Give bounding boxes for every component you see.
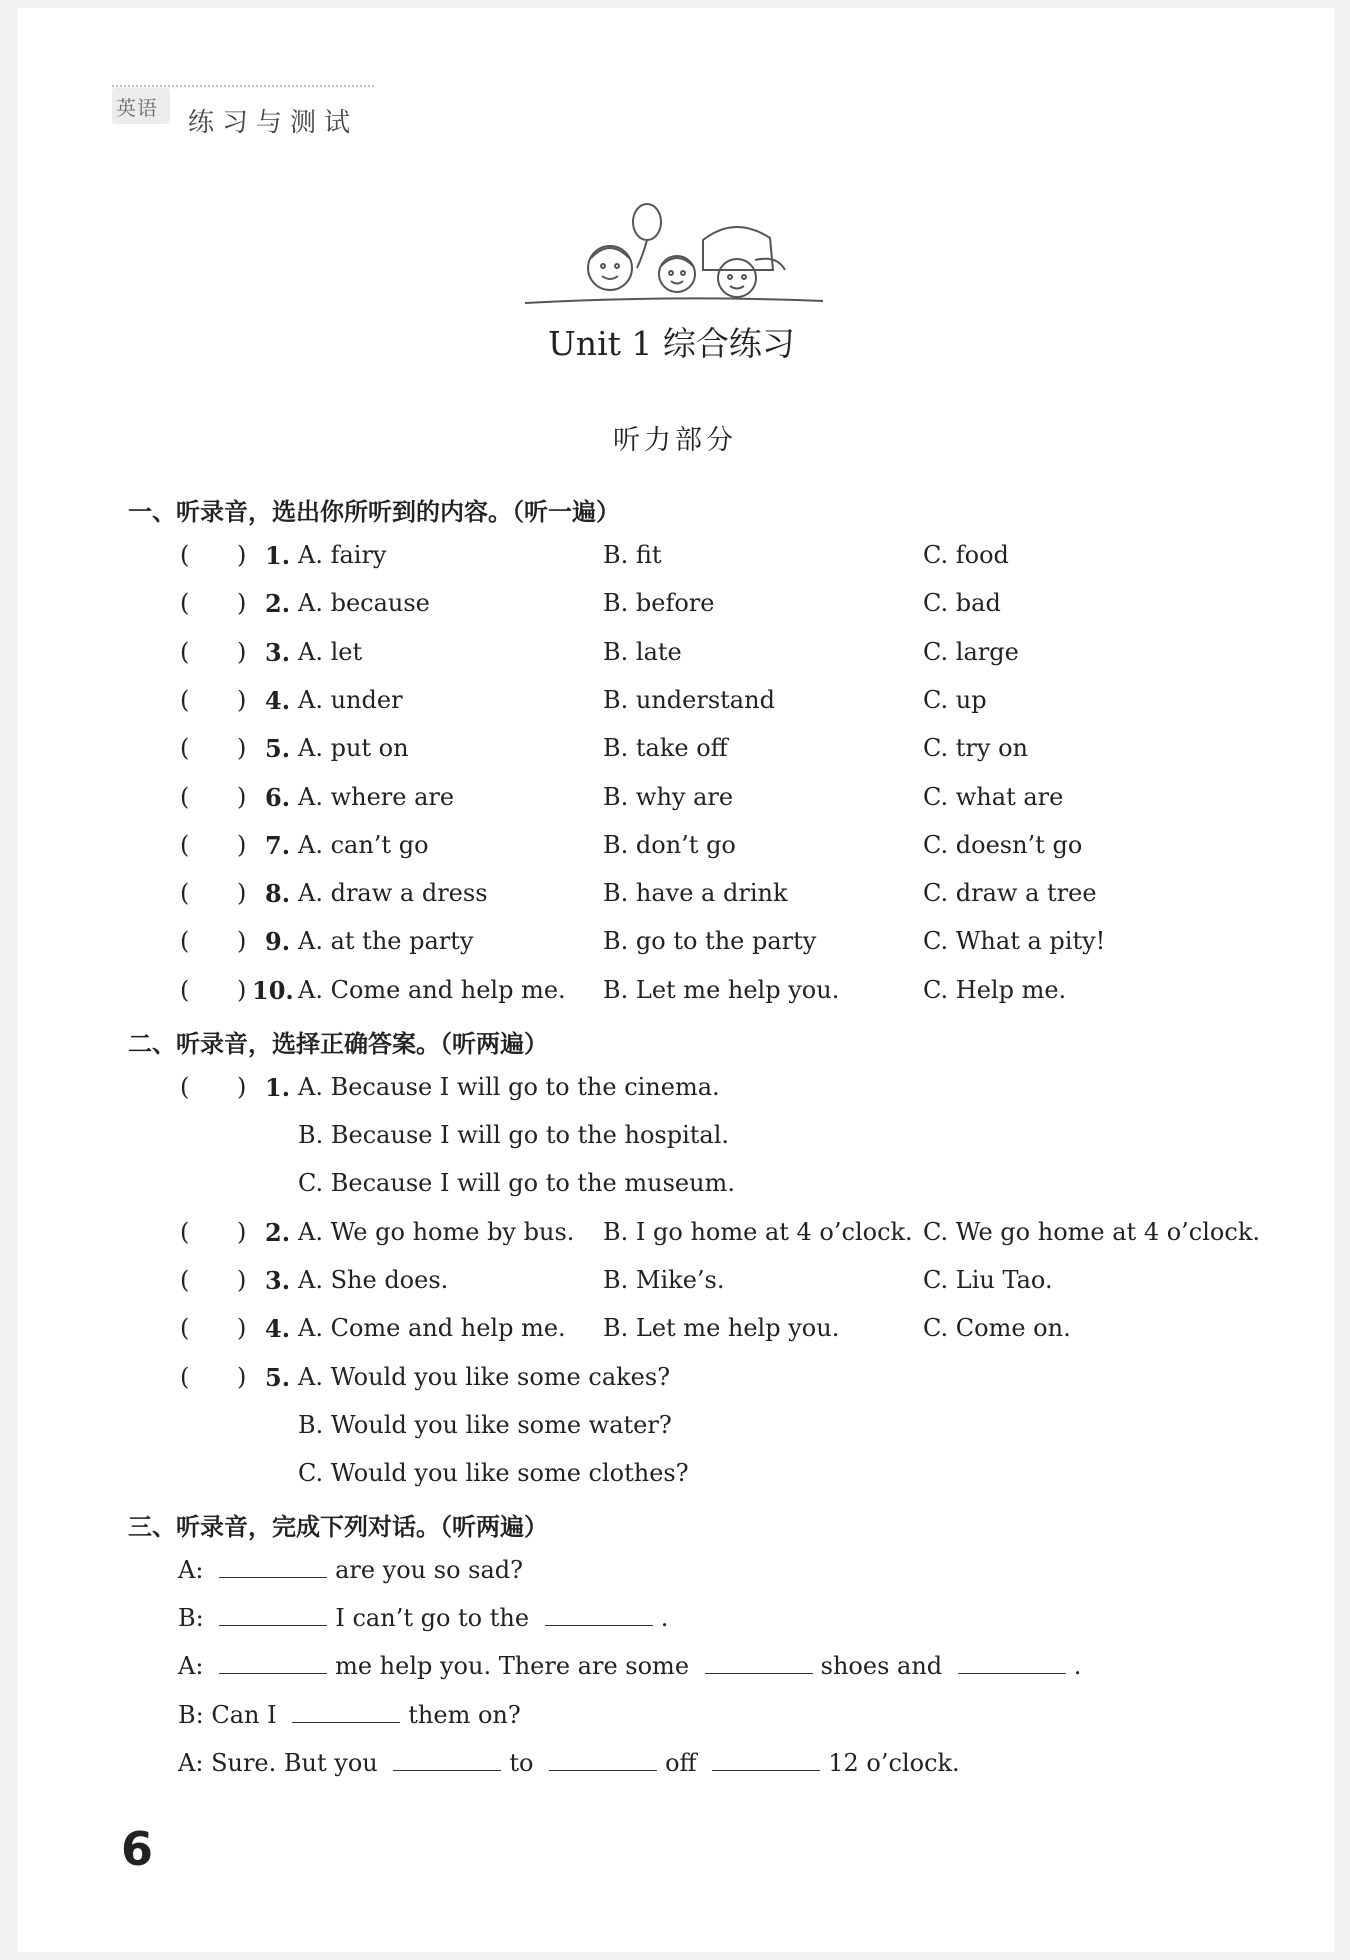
dialogue-line-1: [178, 1556, 523, 1584]
option-b: B. Would you like some water?: [298, 1411, 672, 1439]
question-number: 1.: [265, 1073, 291, 1102]
answer-paren-close: ): [237, 541, 247, 569]
line-text: .: [1073, 1652, 1082, 1680]
option-c: C. Liu Tao.: [923, 1266, 1053, 1294]
book-title: 练习与测试: [188, 108, 359, 138]
line-text: I can’t go to the: [335, 1604, 530, 1632]
answer-paren-open: (: [180, 1314, 190, 1342]
line-text: them on?: [408, 1701, 521, 1729]
answer-paren-close: ): [237, 1073, 247, 1101]
question-number: 2.: [265, 1218, 291, 1247]
part2-question-1: [0, 1073, 1350, 1113]
option-c: C. what are: [923, 782, 1064, 811]
option-c: C. What a pity!: [923, 927, 1106, 956]
part1-question-6: [0, 783, 1350, 823]
answer-paren-close: ): [237, 782, 247, 811]
question-number: 10.: [252, 975, 294, 1005]
answer-paren-open: (: [180, 637, 190, 666]
question-number: 8.: [265, 879, 291, 909]
line-text: me help you. There are some: [335, 1652, 690, 1680]
question-number: 3.: [265, 1266, 291, 1295]
option-b: B. fit: [603, 541, 662, 569]
option-b: B. Let me help you.: [603, 975, 840, 1004]
option-c: C. doesn’t go: [923, 830, 1083, 859]
option-c: C. Help me.: [923, 975, 1067, 1004]
answer-paren-close: ): [237, 1363, 247, 1391]
part2-question-5-c: [0, 1459, 1350, 1499]
part2-question-4: [0, 1314, 1350, 1354]
question-number: 4.: [265, 685, 291, 715]
part1-question-10: [0, 976, 1350, 1016]
option-b: B. late: [603, 637, 682, 666]
question-number: 1.: [265, 541, 291, 570]
hat-icon: [703, 227, 773, 270]
question-number: 2.: [265, 589, 291, 619]
option-b: B. take off: [603, 734, 728, 763]
line-text: Can I: [211, 1701, 277, 1729]
line-text: to: [509, 1749, 534, 1777]
line-text: 12 o’clock.: [828, 1749, 960, 1777]
fill-blank[interactable]: [219, 1625, 327, 1626]
answer-paren-close: ): [237, 1218, 247, 1246]
part1-question-9: [0, 927, 1350, 967]
part1-question-3: [0, 638, 1350, 678]
answer-paren-open: (: [180, 975, 190, 1004]
option-c: C. draw a tree: [923, 879, 1097, 908]
fill-blank[interactable]: [705, 1673, 813, 1674]
answer-paren-open: (: [180, 782, 190, 811]
part2-heading: 二、听录音，选择正确答案。（听两遍）: [128, 1030, 548, 1058]
answer-paren-close: ): [237, 927, 247, 956]
question-number: 5.: [265, 1363, 291, 1392]
option-a: A. draw a dress: [298, 879, 488, 908]
speaker: A:: [178, 1652, 204, 1680]
part1-question-8: [0, 879, 1350, 919]
speaker: A:: [178, 1556, 204, 1584]
answer-paren-open: (: [180, 1266, 190, 1294]
answer-paren-close: ): [237, 637, 247, 666]
part3-heading: 三、听录音，完成下列对话。（听两遍）: [128, 1513, 548, 1541]
line-text: Sure. But you: [211, 1749, 378, 1777]
answer-paren-close: ): [237, 879, 247, 908]
option-a: A. Come and help me.: [298, 975, 566, 1004]
part1-question-1: [0, 541, 1350, 581]
answer-paren-close: ): [237, 975, 247, 1004]
question-number: 3.: [265, 637, 291, 667]
subject-tag: 英语: [116, 96, 158, 120]
option-a: A. at the party: [298, 927, 474, 956]
part1-question-5: [0, 734, 1350, 774]
option-b: B. Because I will go to the hospital.: [298, 1121, 730, 1149]
dialogue-line-2: [178, 1604, 668, 1632]
balloon-icon: [633, 204, 661, 240]
answer-paren-close: ): [237, 685, 247, 714]
option-a: A. can’t go: [298, 830, 429, 859]
answer-paren-open: (: [180, 927, 190, 956]
option-c: C. bad: [923, 589, 1001, 618]
line-text: shoes and: [820, 1652, 943, 1680]
option-c: C. food: [923, 541, 1009, 569]
answer-paren-open: (: [180, 734, 190, 763]
question-number: 7.: [265, 830, 291, 860]
fill-blank[interactable]: [292, 1722, 400, 1723]
boy-face-icon: [588, 246, 632, 290]
answer-paren-close: ): [237, 830, 247, 859]
answer-paren-close: ): [237, 1314, 247, 1342]
option-b: B. Let me help you.: [603, 1314, 840, 1342]
part1-question-7: [0, 831, 1350, 871]
answer-paren-open: (: [180, 541, 190, 569]
answer-paren-open: (: [180, 1218, 190, 1246]
page-number: 6: [121, 1822, 154, 1876]
header-dotted-rule: [112, 85, 374, 87]
option-a: A. We go home by bus.: [298, 1218, 575, 1246]
answer-paren-open: (: [180, 1073, 190, 1101]
option-b: B. before: [603, 589, 715, 618]
option-b: B. don’t go: [603, 830, 736, 859]
answer-paren-close: ): [237, 589, 247, 618]
answer-paren-open: (: [180, 830, 190, 859]
fill-blank[interactable]: [958, 1673, 1066, 1674]
kid-face-icon: [718, 259, 756, 297]
option-a: A. Come and help me.: [298, 1314, 566, 1342]
fill-blank[interactable]: [393, 1770, 501, 1771]
option-b: B. go to the party: [603, 927, 817, 956]
line-text: off: [665, 1749, 697, 1777]
option-a: A. Would you like some cakes?: [298, 1363, 671, 1391]
question-number: 9.: [265, 927, 291, 957]
option-a: A. let: [298, 637, 363, 666]
fill-blank[interactable]: [219, 1673, 327, 1674]
option-c: C. up: [923, 685, 987, 714]
fill-blank[interactable]: [545, 1625, 653, 1626]
option-b: B. I go home at 4 o’clock.: [603, 1218, 913, 1246]
part1-question-2: [0, 589, 1350, 629]
option-a: A. She does.: [298, 1266, 449, 1294]
fill-blank[interactable]: [712, 1770, 820, 1771]
part2-question-5-b: [0, 1411, 1350, 1451]
dialogue-line-3: [178, 1652, 1081, 1680]
part1-question-4: [0, 686, 1350, 726]
option-c: C. We go home at 4 o’clock.: [923, 1218, 1260, 1246]
section-title: 听力部分: [613, 425, 737, 456]
question-number: 6.: [265, 782, 291, 812]
part2-question-2: [0, 1218, 1350, 1258]
option-a: A. where are: [298, 782, 455, 811]
part2-question-3: [0, 1266, 1350, 1306]
option-b: B. understand: [603, 685, 775, 714]
question-number: 4.: [265, 1314, 291, 1343]
kids-illustration: [525, 200, 825, 308]
part2-question-1-c: [0, 1169, 1350, 1209]
answer-paren-close: ): [237, 1266, 247, 1294]
fill-blank[interactable]: [219, 1577, 327, 1578]
part2-question-1-b: [0, 1121, 1350, 1161]
option-b: B. Mike’s.: [603, 1266, 725, 1294]
answer-paren-open: (: [180, 589, 190, 618]
option-c: C. large: [923, 637, 1019, 666]
dialogue-line-4: [178, 1701, 521, 1729]
option-a: A. put on: [298, 734, 409, 763]
speaker: B:: [178, 1604, 204, 1632]
speaker: A:: [178, 1749, 204, 1777]
question-number: 5.: [265, 734, 291, 764]
dialogue-line-5: [178, 1749, 960, 1777]
answer-paren-close: ): [237, 734, 247, 763]
fill-blank[interactable]: [549, 1770, 657, 1771]
girl-face-icon: [659, 256, 695, 292]
option-c: C. Come on.: [923, 1314, 1071, 1342]
line-text: .: [660, 1604, 669, 1632]
part1-heading: 一、听录音，选出你所听到的内容。（听一遍）: [128, 498, 620, 526]
speaker: B:: [178, 1701, 204, 1729]
answer-paren-open: (: [180, 879, 190, 908]
answer-paren-open: (: [180, 685, 190, 714]
option-c: C. Would you like some clothes?: [298, 1459, 689, 1487]
line-text: are you so sad?: [335, 1556, 524, 1584]
part2-question-5: [0, 1363, 1350, 1403]
option-a: A. because: [298, 589, 430, 618]
unit-title: Unit 1 综合练习: [548, 324, 795, 363]
option-c: C. try on: [923, 734, 1028, 763]
option-c: C. Because I will go to the museum.: [298, 1169, 735, 1197]
option-a: A. fairy: [298, 541, 387, 569]
option-a: A. under: [298, 685, 403, 714]
option-b: B. have a drink: [603, 879, 788, 908]
answer-paren-open: (: [180, 1363, 190, 1391]
option-b: B. why are: [603, 782, 734, 811]
option-a: A. Because I will go to the cinema.: [298, 1073, 720, 1101]
